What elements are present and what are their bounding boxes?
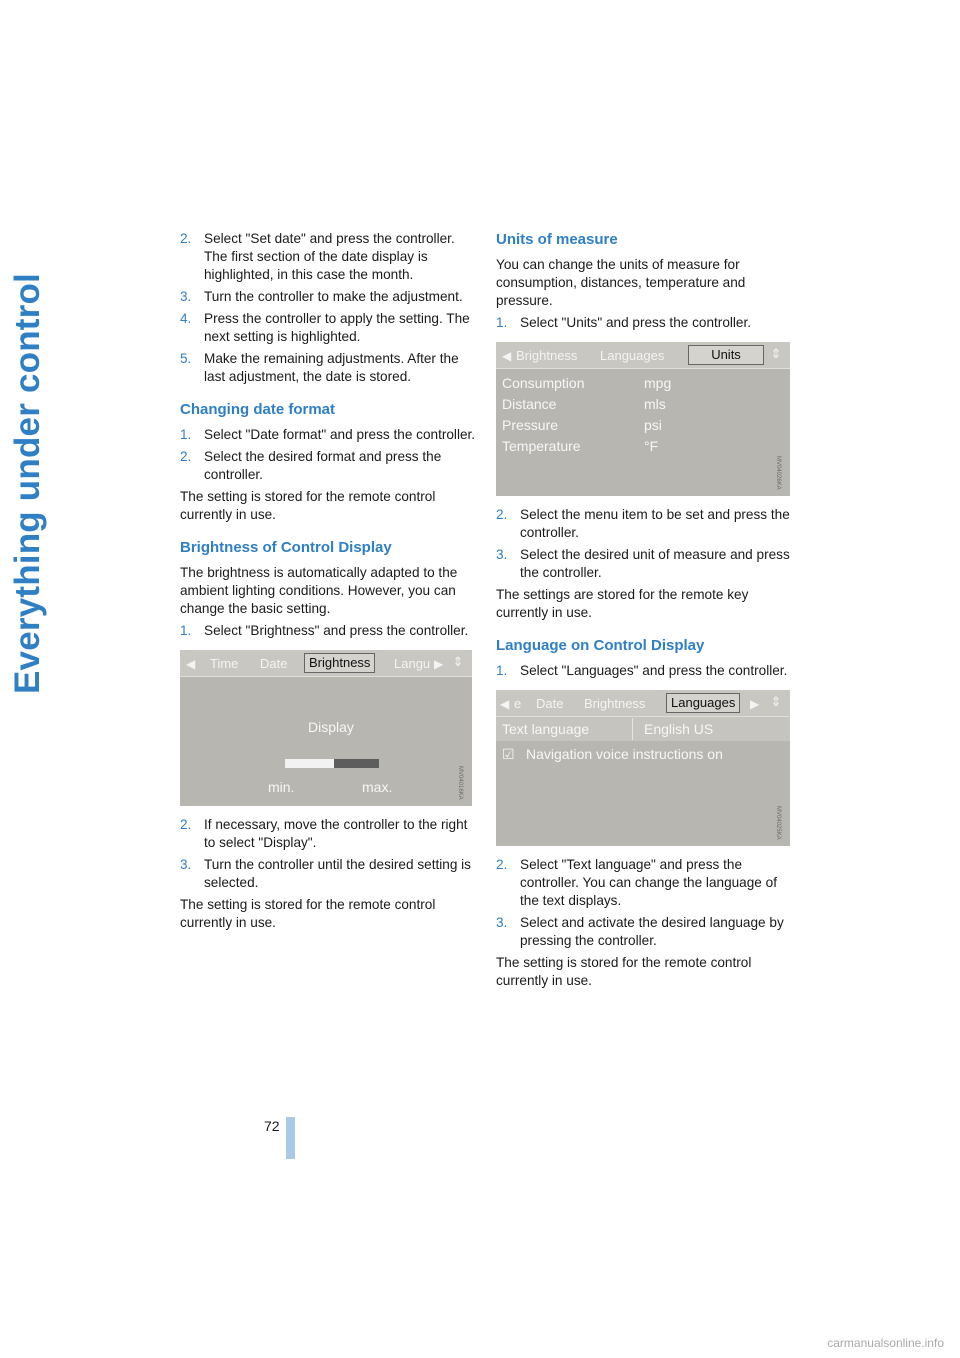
setting-label: Distance — [502, 396, 557, 412]
list-item — [180, 816, 476, 852]
side-section-title — [8, 30, 48, 730]
paragraph: The setting is stored for the remote control currently in use. — [496, 955, 752, 988]
screen-tab: Date — [260, 656, 288, 671]
step-number: 2. — [496, 857, 508, 872]
screen-tab-selected: Brightness — [304, 653, 375, 673]
step-text: Turn the controller to make the adjustment. — [204, 289, 463, 304]
step-text: Select the menu item to be set and press the controller. — [520, 507, 790, 540]
list-item — [180, 350, 476, 386]
right-arrow-icon: ▶ — [434, 657, 444, 671]
step-number: 2. — [180, 817, 192, 832]
list-item — [180, 288, 476, 306]
step-text: Press the controller to apply the setting. The next setting is highlighted. — [204, 311, 470, 344]
setting-label: Consumption — [502, 375, 585, 391]
list-item — [496, 506, 792, 542]
heading-date-format: Changing date format — [180, 401, 336, 418]
left-arrow-icon: ◀ — [500, 697, 510, 711]
step-text: Make the remaining adjustments. After the last adjustment, the date is stored. — [204, 351, 459, 384]
image-code: MV04026KA — [775, 456, 781, 490]
left-column — [180, 230, 476, 936]
paragraph: The setting is stored for the remote control currently in use. — [180, 897, 436, 930]
page-marker-bar — [286, 1117, 295, 1159]
right-arrow-icon: ▶ — [750, 697, 760, 711]
step-number: 3. — [496, 547, 508, 562]
step-text: Turn the controller until the desired setting is selected. — [204, 857, 471, 890]
screen-tab: Brightness — [584, 696, 646, 711]
list-item — [496, 662, 792, 680]
side-section-title-text: Everything under control — [8, 273, 47, 694]
setting-label: Temperature — [502, 438, 581, 454]
list-item — [180, 230, 476, 284]
left-arrow-icon: ◀ — [186, 657, 196, 671]
list-item — [180, 856, 476, 892]
screen-tab: Time — [210, 656, 239, 671]
brightness-slider-fill — [285, 759, 334, 768]
step-number: 1. — [180, 623, 192, 638]
left-arrow-icon: ◀ — [502, 349, 512, 363]
step-text: Select "Languages" and press the controller. — [520, 663, 788, 678]
screen-tab: e — [514, 696, 522, 711]
list-item — [180, 426, 476, 444]
display-label: Display — [308, 719, 354, 735]
setting-value: English US — [644, 721, 714, 737]
step-number: 5. — [180, 351, 192, 366]
max-label: max. — [362, 779, 393, 795]
step-text: Select "Units" and press the controller. — [520, 315, 752, 330]
setting-value: mpg — [644, 375, 672, 391]
step-number: 2. — [180, 449, 192, 464]
paragraph: The settings are stored for the remote key currently in use. — [496, 587, 749, 620]
info-icon: ⇕ — [452, 654, 464, 669]
step-text: Select the desired unit of measure and press the controller. — [520, 547, 790, 580]
image-code: MV04025KA — [775, 806, 781, 840]
screen-tab: Languages — [600, 348, 665, 363]
step-text: Select "Text language" and press the controller. You can change the language of the text displays. — [520, 857, 777, 908]
image-code: MV04016KA — [457, 766, 463, 800]
list-item — [180, 622, 476, 640]
right-column — [496, 230, 792, 994]
step-text: Select "Brightness" and press the controller. — [204, 623, 469, 638]
heading-brightness: Brightness of Control Display — [180, 539, 392, 556]
paragraph: You can change the units of measure for consumption, distances, temperature and pressure. — [496, 257, 746, 308]
screen-tab: Brightness — [516, 348, 578, 363]
screen-tab-selected: Languages — [666, 693, 740, 713]
step-number: 1. — [496, 663, 508, 678]
screen-tab: Langu — [394, 656, 431, 671]
min-label: min. — [268, 779, 295, 795]
brightness-slider — [285, 759, 379, 768]
heading-units: Units of measure — [496, 231, 618, 248]
paragraph: The setting is stored for the remote control currently in use. — [180, 489, 436, 522]
step-number: 2. — [496, 507, 508, 522]
paragraph: The brightness is automatically adapted to the ambient lighting conditions. However, you can change the basic setting. — [180, 565, 458, 616]
step-text: Select and activate the desired language by pressing the controller. — [520, 915, 784, 948]
step-text: Select the desired format and press the controller. — [204, 449, 442, 482]
list-item — [496, 314, 792, 332]
step-number: 1. — [180, 427, 192, 442]
setting-value: psi — [644, 417, 662, 433]
setting-label: Pressure — [502, 417, 559, 433]
setting-value: °F — [644, 438, 659, 454]
list-item — [180, 310, 476, 346]
step-number: 3. — [180, 857, 192, 872]
step-text: If necessary, move the controller to the right to select "Display". — [204, 817, 468, 850]
screen-tab-selected: Units — [688, 345, 764, 365]
setting-value: mls — [644, 396, 666, 412]
list-item — [496, 914, 792, 950]
screen-tab: Date — [536, 696, 564, 711]
step-number: 1. — [496, 315, 508, 330]
nav-voice-label: Navigation voice instructions on — [526, 746, 723, 762]
row-divider — [632, 718, 633, 740]
page-number: 72 — [264, 1118, 280, 1134]
step-text: Select "Date format" and press the controller. — [204, 427, 476, 442]
step-number: 3. — [496, 915, 508, 930]
footer-watermark: carmanualsonline.info — [827, 1336, 944, 1350]
step-number: 3. — [180, 289, 192, 304]
units-screen-image — [496, 342, 790, 496]
info-icon: ⇕ — [770, 694, 782, 709]
setting-label: Text language — [502, 721, 590, 737]
list-item — [496, 856, 792, 910]
step-number: 4. — [180, 311, 192, 326]
languages-screen-image — [496, 690, 790, 846]
brightness-screen-image — [180, 650, 472, 806]
heading-language: Language on Control Display — [496, 637, 705, 654]
step-text: Select "Set date" and press the controller. The first section of the date display is highlighted, in this case the month. — [204, 231, 455, 282]
list-item — [496, 546, 792, 582]
list-item — [180, 448, 476, 484]
step-number: 2. — [180, 231, 192, 246]
checkbox-icon: ☑ — [502, 746, 515, 762]
info-icon: ⇕ — [770, 346, 782, 361]
